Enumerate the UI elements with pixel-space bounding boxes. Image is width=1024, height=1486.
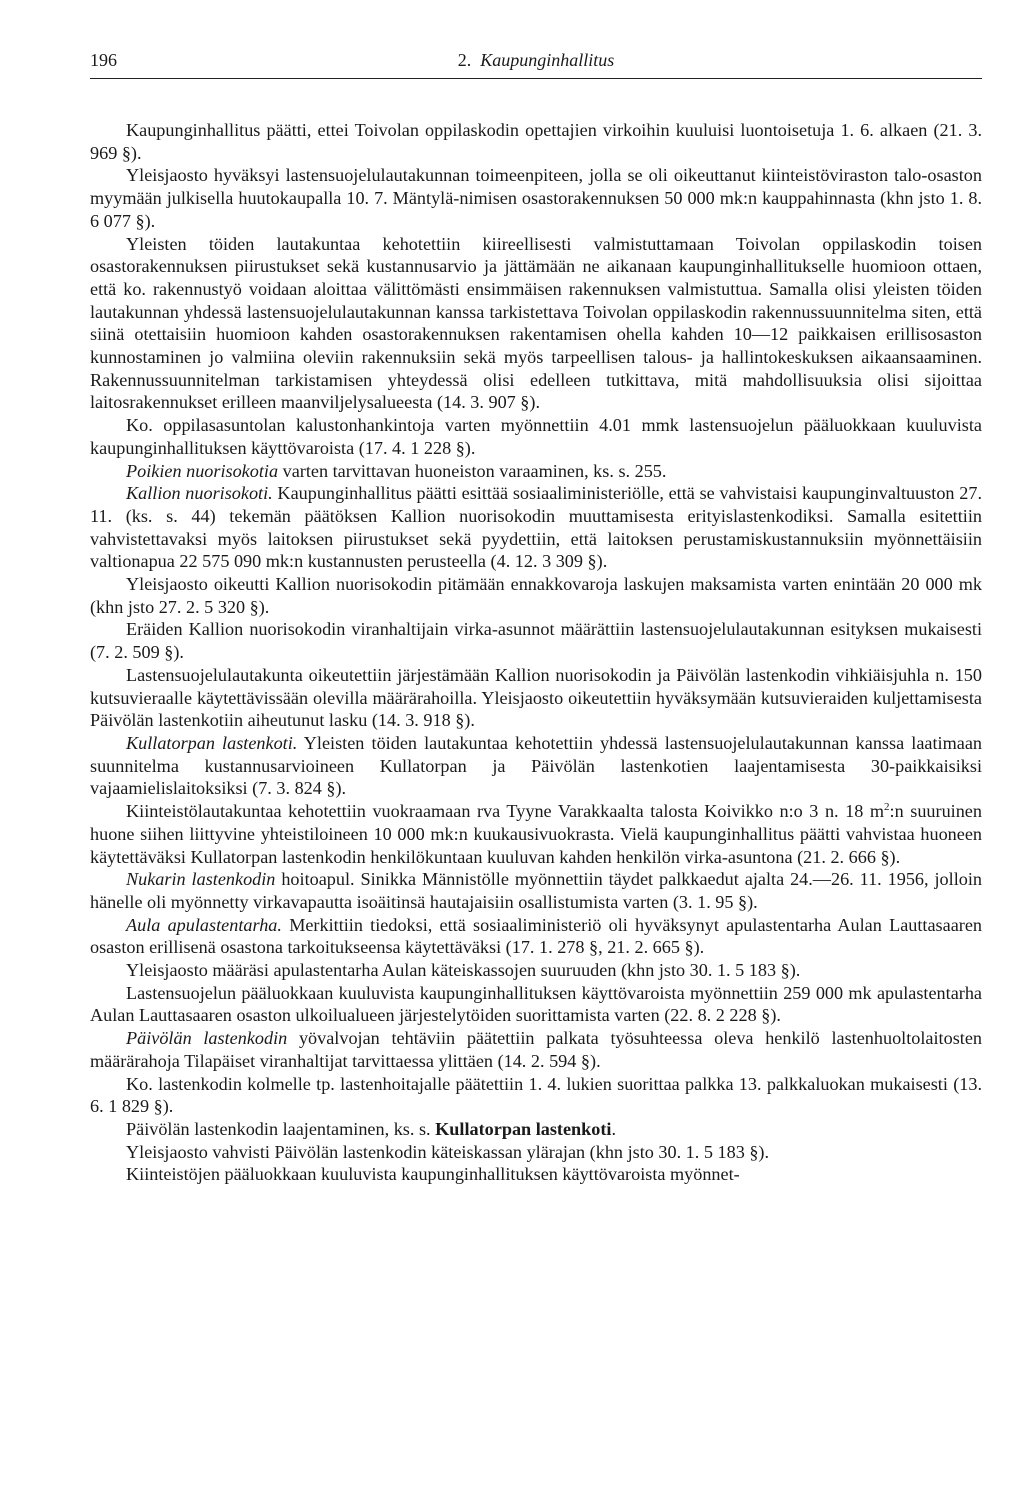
- paragraph: Ko. oppilasasuntolan kalustonhankintoja varten myönnettiin 4.01 mmk lastensuojelun pääluokkaan kuuluvista kaupunginhallituksen käyttövaroista (17. 4. 1 228 §).: [90, 415, 982, 458]
- paragraph: Poikien nuorisokotia varten tarvittavan huoneiston varaaminen, ks. s. 255.: [126, 460, 667, 481]
- running-title-number: 2.: [457, 50, 472, 70]
- paragraph: Lastensuojelulautakunta oikeutettiin järjestämään Kallion nuorisokodin ja Päivölän lastenkodin vihkiäisjuhla n. 150 kutsuvieraalle käytettävissään olevilla määrärahoilla. Yleisjaosto oikeutettiin hyväksymään kutsuvieraiden kuljettamisesta Päivölän lastenkotiin aiheutunut lasku (14. 3. 918 §).: [90, 664, 982, 731]
- section-lead: Päivölän lastenkodin: [126, 1028, 288, 1049]
- paragraph: Yleisten töiden lautakuntaa kehotettiin kiireellisesti valmistuttamaan Toivolan oppilaskodin toisen osastorakennuksen piirustukset sekä kustannusarvio ja jättämään ne aikanaan kaupunginhallitukselle huomioon ottaen, että ko. rakennustyö voidaan aloittaa välittömästi ensimmäisen rakennuksen valmistuttua. Samalla olisi yleisten töiden lautakunnan yhdessä lastensuojelulautakunnan kanssa tarkistettava Toivolan oppilaskodin rakennussuunnitelma siten, että siinä otettaisiin huomioon kahden osastorakennuksen rakentamisen ohella kahden 10—12 paikkaisen erillisosaston kunnostaminen jo valmiina oleviin rakennuksiin sekä myös tarpeellisen talous- ja hallintokeskuksen aikaansaaminen. Rakennussuunnitelman tarkistamisen yhteydessä olisi edelleen tutkittava, mitä mahdollisuuksia olisi sijoittaa laitosrakennukset erilleen maanviljelysalueesta (14. 3. 907 §).: [90, 233, 982, 413]
- running-title: [90, 50, 982, 71]
- page-number: 196: [90, 50, 117, 70]
- cross-reference: Kullatorpan lastenkoti: [435, 1118, 612, 1139]
- running-title-text: Kaupunginhallitus: [480, 50, 615, 70]
- paragraph: Yleisjaosto oikeutti Kallion nuorisokodin pitämään ennakkovaroja laskujen maksamista varten enintään 20 000 mk (khn jsto 27. 2. 5 320 §).: [90, 574, 982, 617]
- section-lead: Kullatorpan lastenkoti.: [126, 732, 298, 753]
- paragraph: Päivölän lastenkodin yövalvojan tehtäviin päätettiin palkata työsuhteessa oleva henkilö lastenhuoltolaitosten määrärahoja Tilapäiset viranhaltijat tarvittaessa ylittäen (14. 2. 594 §).: [90, 1028, 983, 1071]
- paragraph: Yleisjaosto määräsi apulastentarha Aulan käteiskassojen suuruuden (khn jsto 30. 1. 5 183 §).: [126, 960, 801, 981]
- paragraph: Lastensuojelun pääluokkaan kuuluvista kaupunginhallituksen käyttövaroista myönnettiin 259 000 mk apulastentarha Aulan Lauttasaaren osaston ulkoilualueen järjestelytöiden suorittamista varten (22. 8. 2 228 §).: [90, 982, 982, 1026]
- paragraph: Eräiden Kallion nuorisokodin viranhaltijain virka-asunnot määrättiin lastensuojelulautakunnan esityksen mukaisesti (7. 2. 509 §).: [90, 619, 982, 663]
- paragraph: Ko. lastenkodin kolmelle tp. lastenhoitajalle päätettiin 1. 4. lukien suorittaa palkka 13. palkkaluokan mukaisesti (13. 6. 1 829 §).: [90, 1073, 982, 1117]
- running-header: [90, 50, 982, 79]
- paragraph: Yleisjaosto vahvisti Päivölän lastenkodin käteiskassan ylärajan (khn jsto 30. 1. 5 183 §).: [126, 1141, 770, 1162]
- document-body: [90, 119, 982, 1186]
- paragraph: Aula apulastentarha. Merkittiin tiedoksi, että sosiaaliministeriö oli hyväksynyt apulastentarha Aulan Lauttasaaren osaston erillisenä osastona tarkoitukseensa käytettäväksi (17. 1. 278 §, 21. 2. 665 §).: [90, 914, 982, 958]
- section-lead: Aula apulastentarha.: [126, 914, 282, 935]
- section-lead: Nukarin lastenkodin: [126, 869, 276, 890]
- paragraph: Päivölän lastenkodin laajentaminen, ks. s. Kullatorpan lastenkoti.: [126, 1118, 617, 1139]
- paragraph: Kaupunginhallitus päätti, ettei Toivolan oppilaskodin opettajien virkoihin kuuluisi luontoisetuja 1. 6. alkaen (21. 3. 969 §).: [90, 120, 982, 163]
- section-lead: Kallion nuorisokoti.: [126, 483, 273, 504]
- paragraph: Kiinteistöjen pääluokkaan kuuluvista kaupunginhallituksen käyttövaroista myönnet-: [126, 1164, 740, 1185]
- paragraph: Kiinteistölautakuntaa kehotettiin vuokraamaan rva Tyyne Varakkaalta talosta Koivikko n:o 3 n. 18 $m^2:n$ suuruinen huone siihen liittyvine yhteistiloineen 10 000 mk:n kuukausivuokrasta. Vielä kaupunginhallitus päätti vahvistaa huoneen käytettäväksi Kullatorpan lastenkodin henkilökuntaan kuuluvan kahden henkilön virka-asuntona (21. 2. 666 §).: [90, 801, 982, 867]
- section-lead: Poikien nuorisokotia: [126, 460, 279, 481]
- paragraph: Yleisjaosto hyväksyi lastensuojelulautakunnan toimeenpiteen, jolla se oli oikeuttanut kiinteistöviraston talo-osaston myymään julkisella huutokaupalla 10. 7. Mäntylä-nimisen osastorakennuksen 50 000 mk:n kauppahinnasta (khn jsto 1. 8. 6 077 §).: [90, 165, 982, 231]
- paragraph: Kullatorpan lastenkoti. Yleisten töiden lautakuntaa kehotettiin yhdessä lastensuojelulautakunnan kanssa laatimaan suunnitelma kustannusarvioineen Kullatorpan ja Päivölän lastenkotien laajentamisesta 30-paikkaisiksi vajaamielislaitoksiksi (7. 3. 824 §).: [90, 732, 982, 799]
- paragraph: Kallion nuorisokoti. Kaupunginhallitus päätti esittää sosiaaliministeriölle, että se vahvistaisi kaupunginvaltuuston 27. 11. (ks. s. 44) tekemän päätöksen Kallion nuorisokodin muuttamisesta erityislastenkodiksi. Samalla esitettiin vahvistettavaksi myös laitoksen piirustukset sekä pyydettiin, että laitoksen perustamiskustannuksiin myönnettäisiin valtionapua 22 575 090 mk:n kustannusten perusteella (4. 12. 3 309 §).: [90, 483, 982, 572]
- superscript: 2: [884, 801, 890, 814]
- paragraph: Nukarin lastenkodin hoitoapul. Sinikka Männistölle myönnettiin täydet palkkaedut ajalta 24.—26. 11. 1956, jolloin hänelle oli myönnetty virkavapautta isoäitinsä hautajaisiin osallistumista varten (3. 1. 95 §).: [90, 869, 982, 912]
